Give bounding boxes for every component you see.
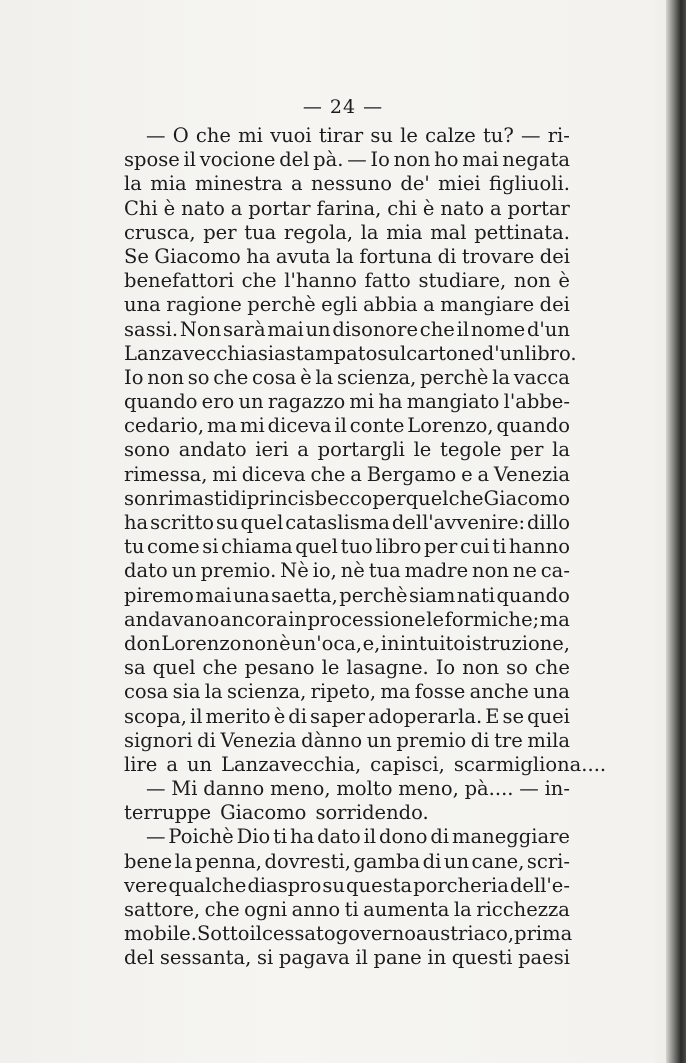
- text-line: del sessanta, si pagava il pane in questi paesi: [124, 946, 570, 970]
- text-line: sa quel che pesano le lasagne. Io non so che: [124, 656, 570, 680]
- text-line: andavano ancora in processione le formiche; ma: [124, 607, 570, 631]
- text-line: ha scritto su quel cataslisma dell'avvenire: dillo: [124, 511, 570, 534]
- text-line: signori di Venezia dànno un premio di tre mila: [124, 728, 570, 752]
- text-line: lire a un Lanzavecchia, capisci, scarmigliona....: [124, 752, 607, 776]
- text-line: quando ero un ragazzo mi ha mangiato l'abbe-: [124, 390, 570, 414]
- text-line: tu come si chiama quel tuo libro per cui ti hanno: [124, 535, 570, 559]
- body-text: [124, 124, 607, 971]
- text-line: — Mi danno meno, molto meno, pà.... — in-: [146, 777, 570, 801]
- text-line: rimessa, mi diceva che a Bergamo e a Venezia: [124, 462, 570, 486]
- text-line: — O che mi vuoi tirar su le calze tu? — ri-: [146, 124, 570, 147]
- text-line: crusca, per tua regola, la mia mal pettinata.: [124, 220, 570, 244]
- text-line: bene la penna, dovresti, gamba di un cane, scri-: [124, 849, 570, 873]
- text-line: don Lorenzo non è un'oca, e, in intuito istruzione,: [124, 631, 570, 655]
- text-line: sassi. Non sarà mai un disonore che il nome d'un: [124, 317, 570, 341]
- text-line: Io non so che cosa è la scienza, perchè la vacca: [124, 365, 570, 389]
- text-line: scopa, il merito è di saper adoperarla. E se quei: [124, 704, 570, 728]
- text-line: Se Giacomo ha avuta la fortuna di trovare dei: [124, 244, 570, 268]
- text-line: una ragione perchè egli abbia a mangiare dei: [124, 293, 570, 317]
- text-line: mobile. Sotto il cessato governo austriaco, prima: [124, 922, 573, 946]
- text-line: la mia minestra a nessuno de' miei figliuoli.: [124, 172, 570, 196]
- text-line: son rimasti di princisbecco per quel che Giacomo: [124, 486, 570, 510]
- text-line: cosa sia la scienza, ripeto, ma fosse anche una: [124, 680, 570, 704]
- text-line: vere qualche diaspro su questa porcheria dell'e-: [124, 873, 570, 897]
- text-line: sono andato ieri a portargli le tegole per la: [124, 438, 570, 462]
- text-line: Lanzavecchia sia stampato sul cartone d'un libro.: [124, 341, 577, 365]
- text-line: dato un premio. Nè io, nè tua madre non ne ca-: [124, 559, 570, 583]
- text-line: sattore, che ogni anno ti aumenta la ricchezza: [124, 898, 570, 921]
- text-line: Chi è nato a portar farina, chi è nato a portar: [124, 196, 570, 220]
- book-spine-edge: [666, 0, 686, 1063]
- text-line: piremo mai una saetta, perchè siam nati quando: [124, 583, 570, 607]
- page-number: — 24 —: [302, 96, 384, 118]
- text-line: terruppe Giacomo sorridendo.: [124, 801, 429, 825]
- text-line: benefattori che l'hanno fatto studiare, non è: [124, 269, 570, 293]
- text-line: — Poichè Dio ti ha dato il dono di maneggiare: [146, 825, 570, 849]
- text-line: spose il vocione del pà. — Io non ho mai negata: [124, 148, 570, 172]
- text-line: cedario, ma mi diceva il conte Lorenzo, quando: [124, 414, 570, 438]
